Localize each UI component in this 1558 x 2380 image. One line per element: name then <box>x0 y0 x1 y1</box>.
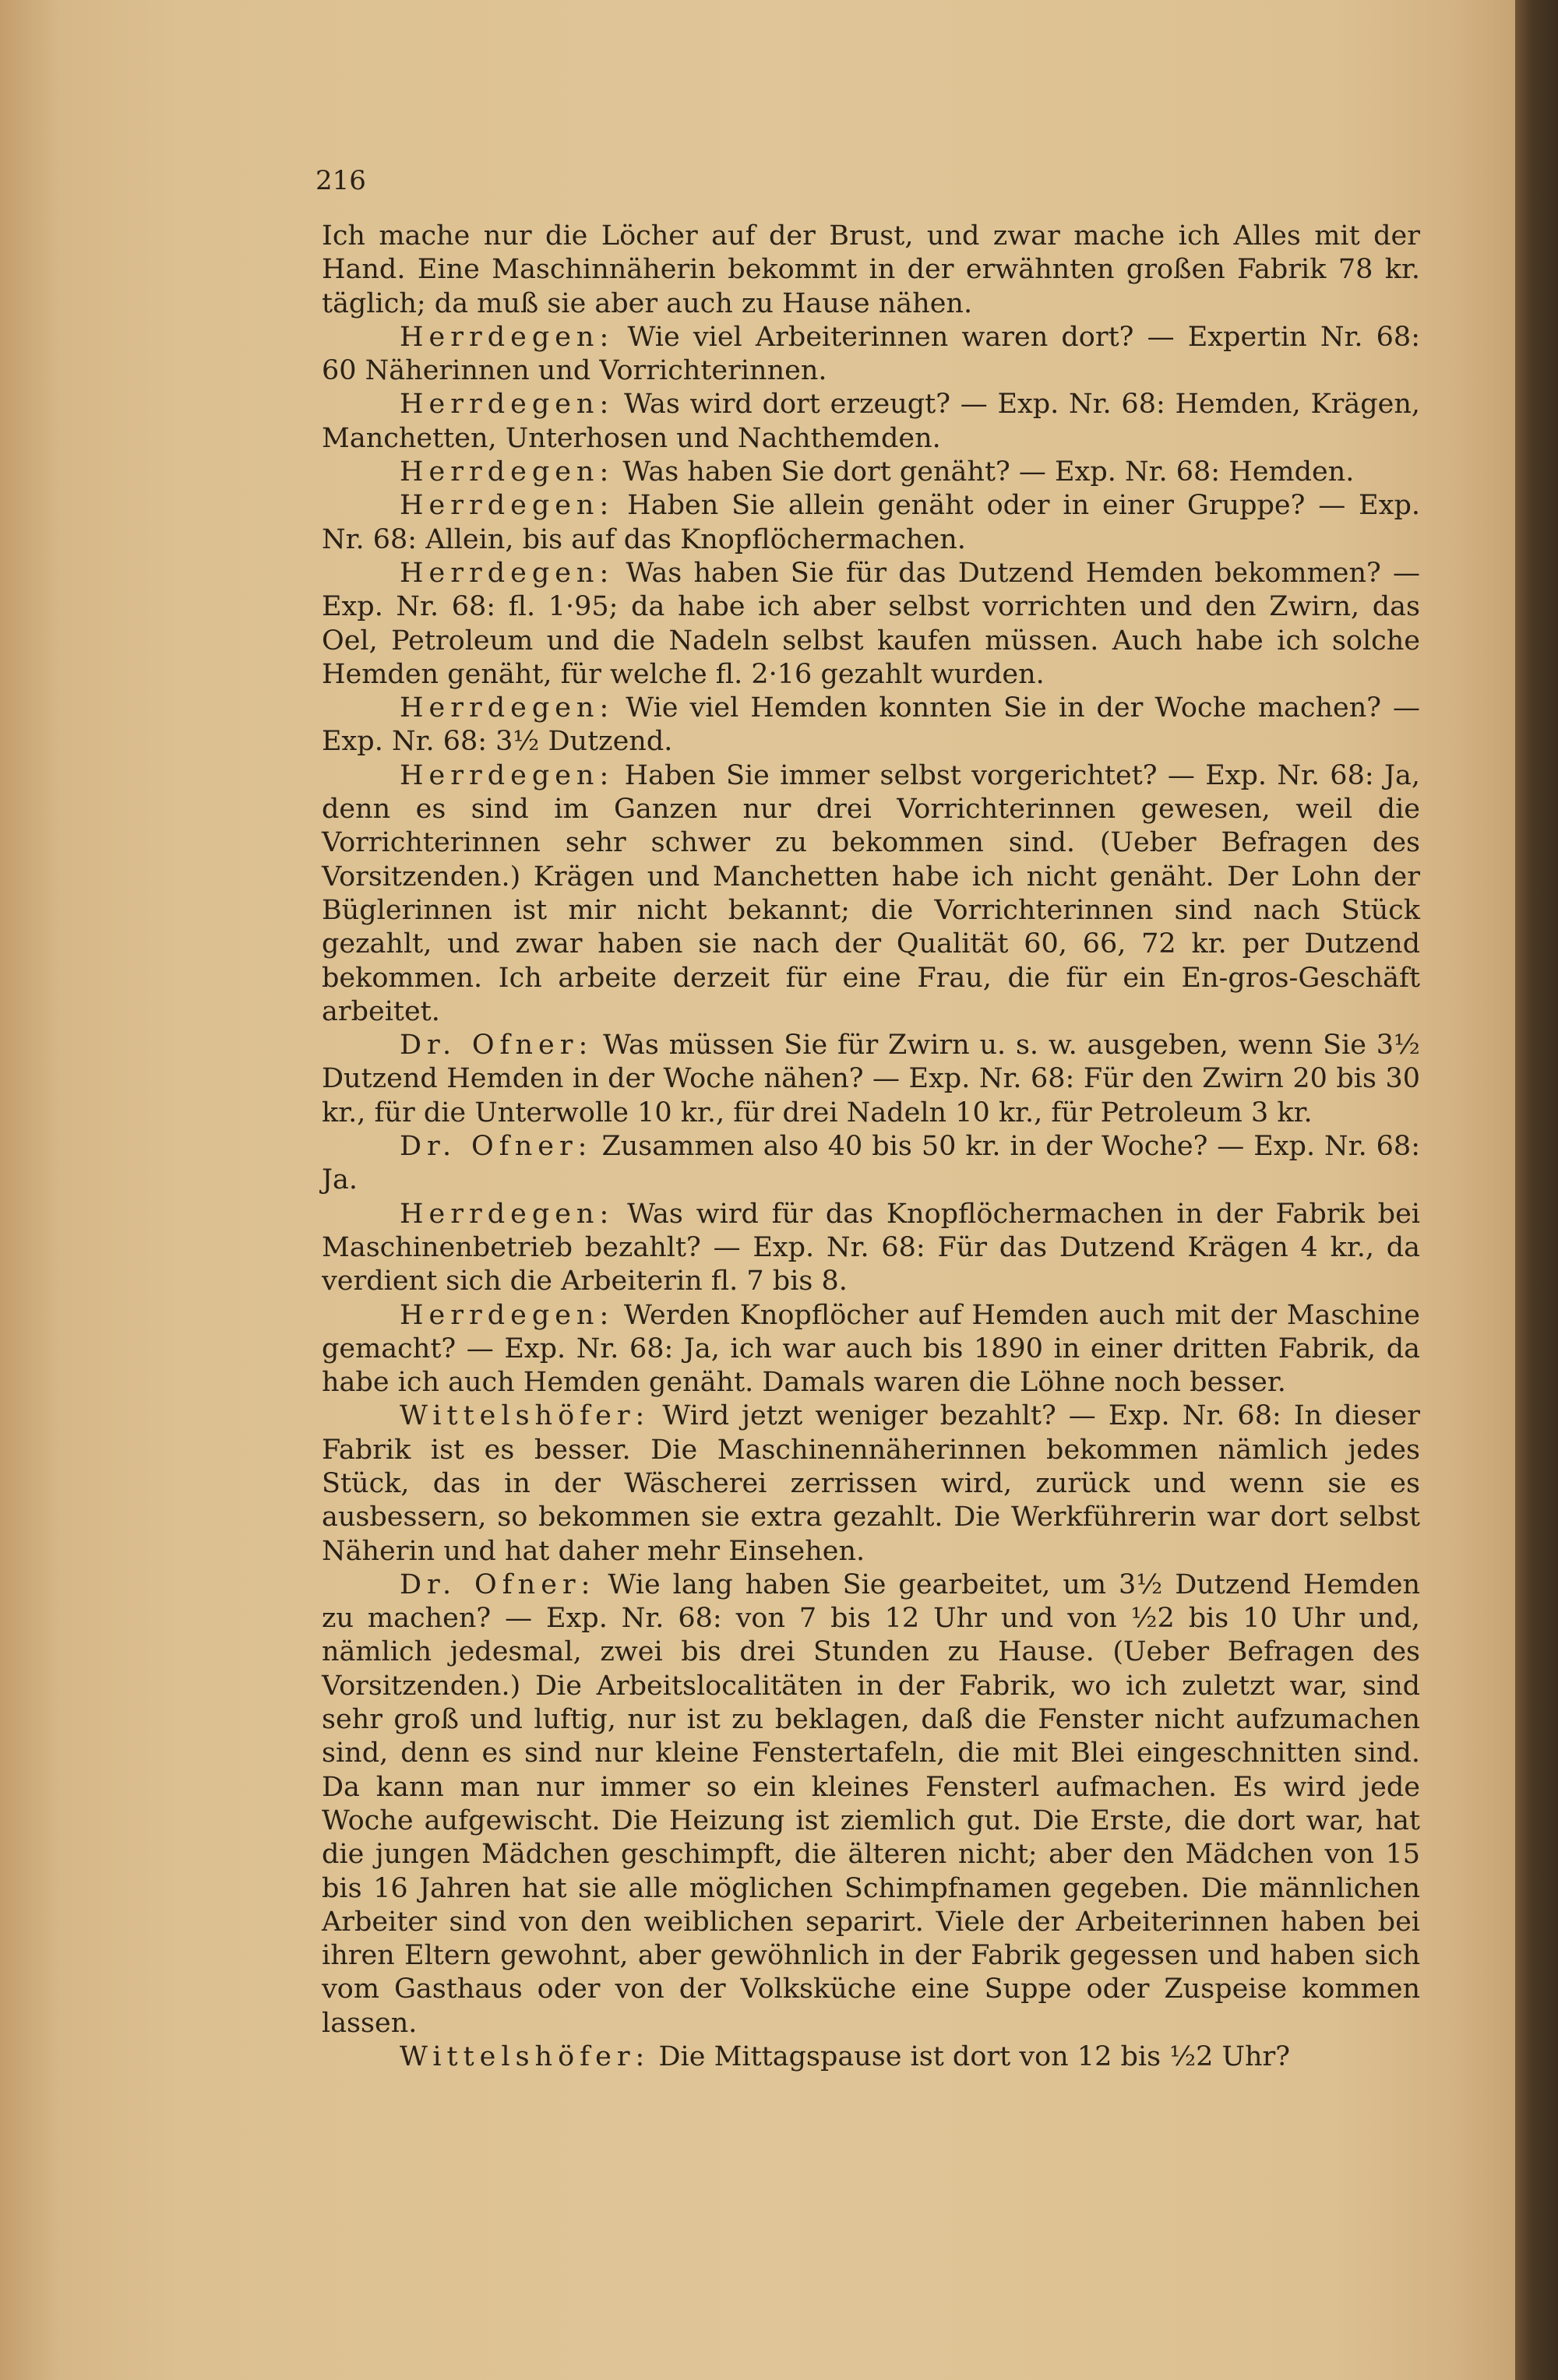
paragraph-text: Werden Knopflöcher auf Hemden auch mit der Maschine gemacht? — Exp. Nr. 68: Ja, ich war auch bis 1890 in einer dritten Fabrik, da habe ich auch Hemden genäht. Damals waren die Löhne noch besser. <box>322 1299 1420 1399</box>
speaker-name: Herrdegen: <box>400 456 615 488</box>
paragraph <box>322 1399 1420 1568</box>
paragraph <box>322 1130 1420 1198</box>
paragraph-text: Was wird dort erzeugt? — Exp. Nr. 68: Hemden, Krägen, Manchetten, Unterhosen und Nachthemden. <box>322 389 1420 454</box>
speaker-name: Herrdegen: <box>400 759 615 791</box>
paragraph-text: Was haben Sie dort genäht? — Exp. Nr. 68: Hemden. <box>614 456 1355 488</box>
paragraph-text: Was müssen Sie für Zwirn u. s. w. ausgeben, wenn Sie 3½ Dutzend Hemden in der Woche nähen? — Exp. Nr. 68: Für den Zwirn 20 bis 30 kr., für die Unterwolle 10 kr., für drei Nadeln 10 kr., für Petroleum 3 kr. <box>322 1030 1420 1128</box>
paragraph-text: Ich mache nur die Löcher auf der Brust, und zwar mache ich Alles mit der Hand. Eine Maschinnäherin bekommt in der erwähnten großen Fabrik 78 kr. täglich; da muß sie aber auch zu Hause nähen. <box>322 220 1420 319</box>
speaker-name: Wittelshöfer: <box>400 2041 650 2073</box>
paragraph-text: Wie viel Hemden konnten Sie in der Woche machen? — Exp. Nr. 68: 3½ Dutzend. <box>322 692 1420 758</box>
paragraph <box>322 557 1420 692</box>
paragraph <box>322 321 1420 389</box>
paragraph-text: Wie viel Arbeiterinnen waren dort? — Expertin Nr. 68: 60 Näherinnen und Vorrichterinnen. <box>322 321 1420 387</box>
paragraph <box>322 692 1420 759</box>
paragraph <box>322 220 1420 321</box>
paragraph <box>322 1568 1420 2040</box>
paragraph <box>322 759 1420 1029</box>
paragraph-text: Was wird für das Knopflöchermachen in der Fabrik bei Maschinenbetrieb bezahlt? — Exp. Nr. 68: Für das Dutzend Krägen 4 kr., da verdient sich die Arbeiterin fl. 7 bis 8. <box>322 1198 1420 1297</box>
paragraph <box>322 388 1420 456</box>
speaker-name: Herrdegen: <box>400 1299 615 1331</box>
speaker-name: Herrdegen: <box>400 389 615 421</box>
paragraph-text: Zusammen also 40 bis 50 kr. in der Woche? — Exp. Nr. 68: Ja. <box>322 1131 1420 1196</box>
paragraph-text: Die Mittagspause ist dort von 12 bis ½2 Uhr? <box>650 2041 1291 2073</box>
speaker-name: Wittelshöfer: <box>400 1400 650 1432</box>
speaker-name: Herrdegen: <box>400 692 615 724</box>
paragraph <box>322 2040 1420 2074</box>
speaker-name: Herrdegen: <box>400 321 615 353</box>
page-number: 216 <box>315 165 366 196</box>
speaker-name: Dr. Ofner: <box>400 1568 596 1600</box>
speaker-name: Dr. Ofner: <box>400 1030 594 1061</box>
speaker-name: Herrdegen: <box>400 557 615 589</box>
paragraph <box>322 1029 1420 1130</box>
speaker-name: Herrdegen: <box>400 1198 615 1230</box>
paragraph-text: Haben Sie immer selbst vorgerichtet? — Exp. Nr. 68: Ja, denn es sind im Ganzen nur drei Vorrichterinnen gewesen, weil die Vorrichterinnen sehr schwer zu bekommen sind. (Ueber Befragen des Vorsitzenden.) Krägen und Manchetten habe ich nicht genäht. Der Lohn der Büglerinnen ist mir nicht bekannt; die Vorrichterinnen sind nach Stück gezahlt, und zwar haben sie nach der Qualität 60, 66, 72 kr. per Dutzend bekommen. Ich arbeite derzeit für eine Frau, die für ein En-gros-Geschäft arbeitet. <box>322 759 1420 1027</box>
paragraph <box>322 489 1420 557</box>
paragraph <box>322 1299 1420 1400</box>
paragraph-text: Haben Sie allein genäht oder in einer Gruppe? — Exp. Nr. 68: Allein, bis auf das Knopflöchermachen. <box>322 490 1420 555</box>
paragraph-text: Was haben Sie für das Dutzend Hemden bekommen? — Exp. Nr. 68: fl. 1·95; da habe ich aber selbst vorrichten und den Zwirn, das Oel, Petroleum und die Nadeln selbst kaufen müssen. Auch habe ich solche Hemden genäht, für welche fl. 2·16 gezahlt wurden. <box>322 557 1420 690</box>
paragraph <box>322 456 1420 489</box>
body-text <box>322 220 1420 2074</box>
paragraph-text: Wie lang haben Sie gearbeitet, um 3½ Dutzend Hemden zu machen? — Exp. Nr. 68: von 7 bis 12 Uhr und von ½2 bis 10 Uhr und, nämlich jedesmal, zwei bis drei Stunden zu Hause. (Ueber Befragen des Vorsitzenden.) Die Arbeitslocalitäten in der Fabrik, wo ich zuletzt war, sind sehr groß und luftig, nur ist zu beklagen, daß die Fenster nicht aufzumachen sind, denn es sind nur kleine Fenstertafeln, die mit Blei eingeschnitten sind. Da kann man nur immer so ein kleines Fensterl aufmachen. Es wird jede Woche aufgewischt. Die Heizung ist ziemlich gut. Die Erste, die dort war, hat die jungen Mädchen geschimpft, die älteren nicht; aber den Mädchen von 15 bis 16 Jahren hat sie alle möglichen Schimpfnamen gegeben. Die männlichen Arbeiter sind von den weiblichen separirt. Viele der Arbeiterinnen haben bei ihren Eltern gewohnt, aber gewöhnlich in der Fabrik gegessen und haben sich vom Gasthaus oder von der Volksküche eine Suppe oder Zuspeise kommen lassen. <box>322 1568 1420 2039</box>
paragraph <box>322 1198 1420 1299</box>
speaker-name: Dr. Ofner: <box>400 1131 593 1163</box>
speaker-name: Herrdegen: <box>400 490 615 522</box>
book-spine <box>1515 0 1558 2380</box>
paragraph-text: Wird jetzt weniger bezahlt? — Exp. Nr. 68: In dieser Fabrik ist es besser. Die Maschinennäherinnen bekommen nämlich jedes Stück, das in der Wäscherei zerrissen wird, zurück und wenn sie es ausbessern, so bekommen sie extra gezahlt. Die Werkführerin war dort selbst Näherin und hat daher mehr Einsehen. <box>322 1400 1420 1567</box>
